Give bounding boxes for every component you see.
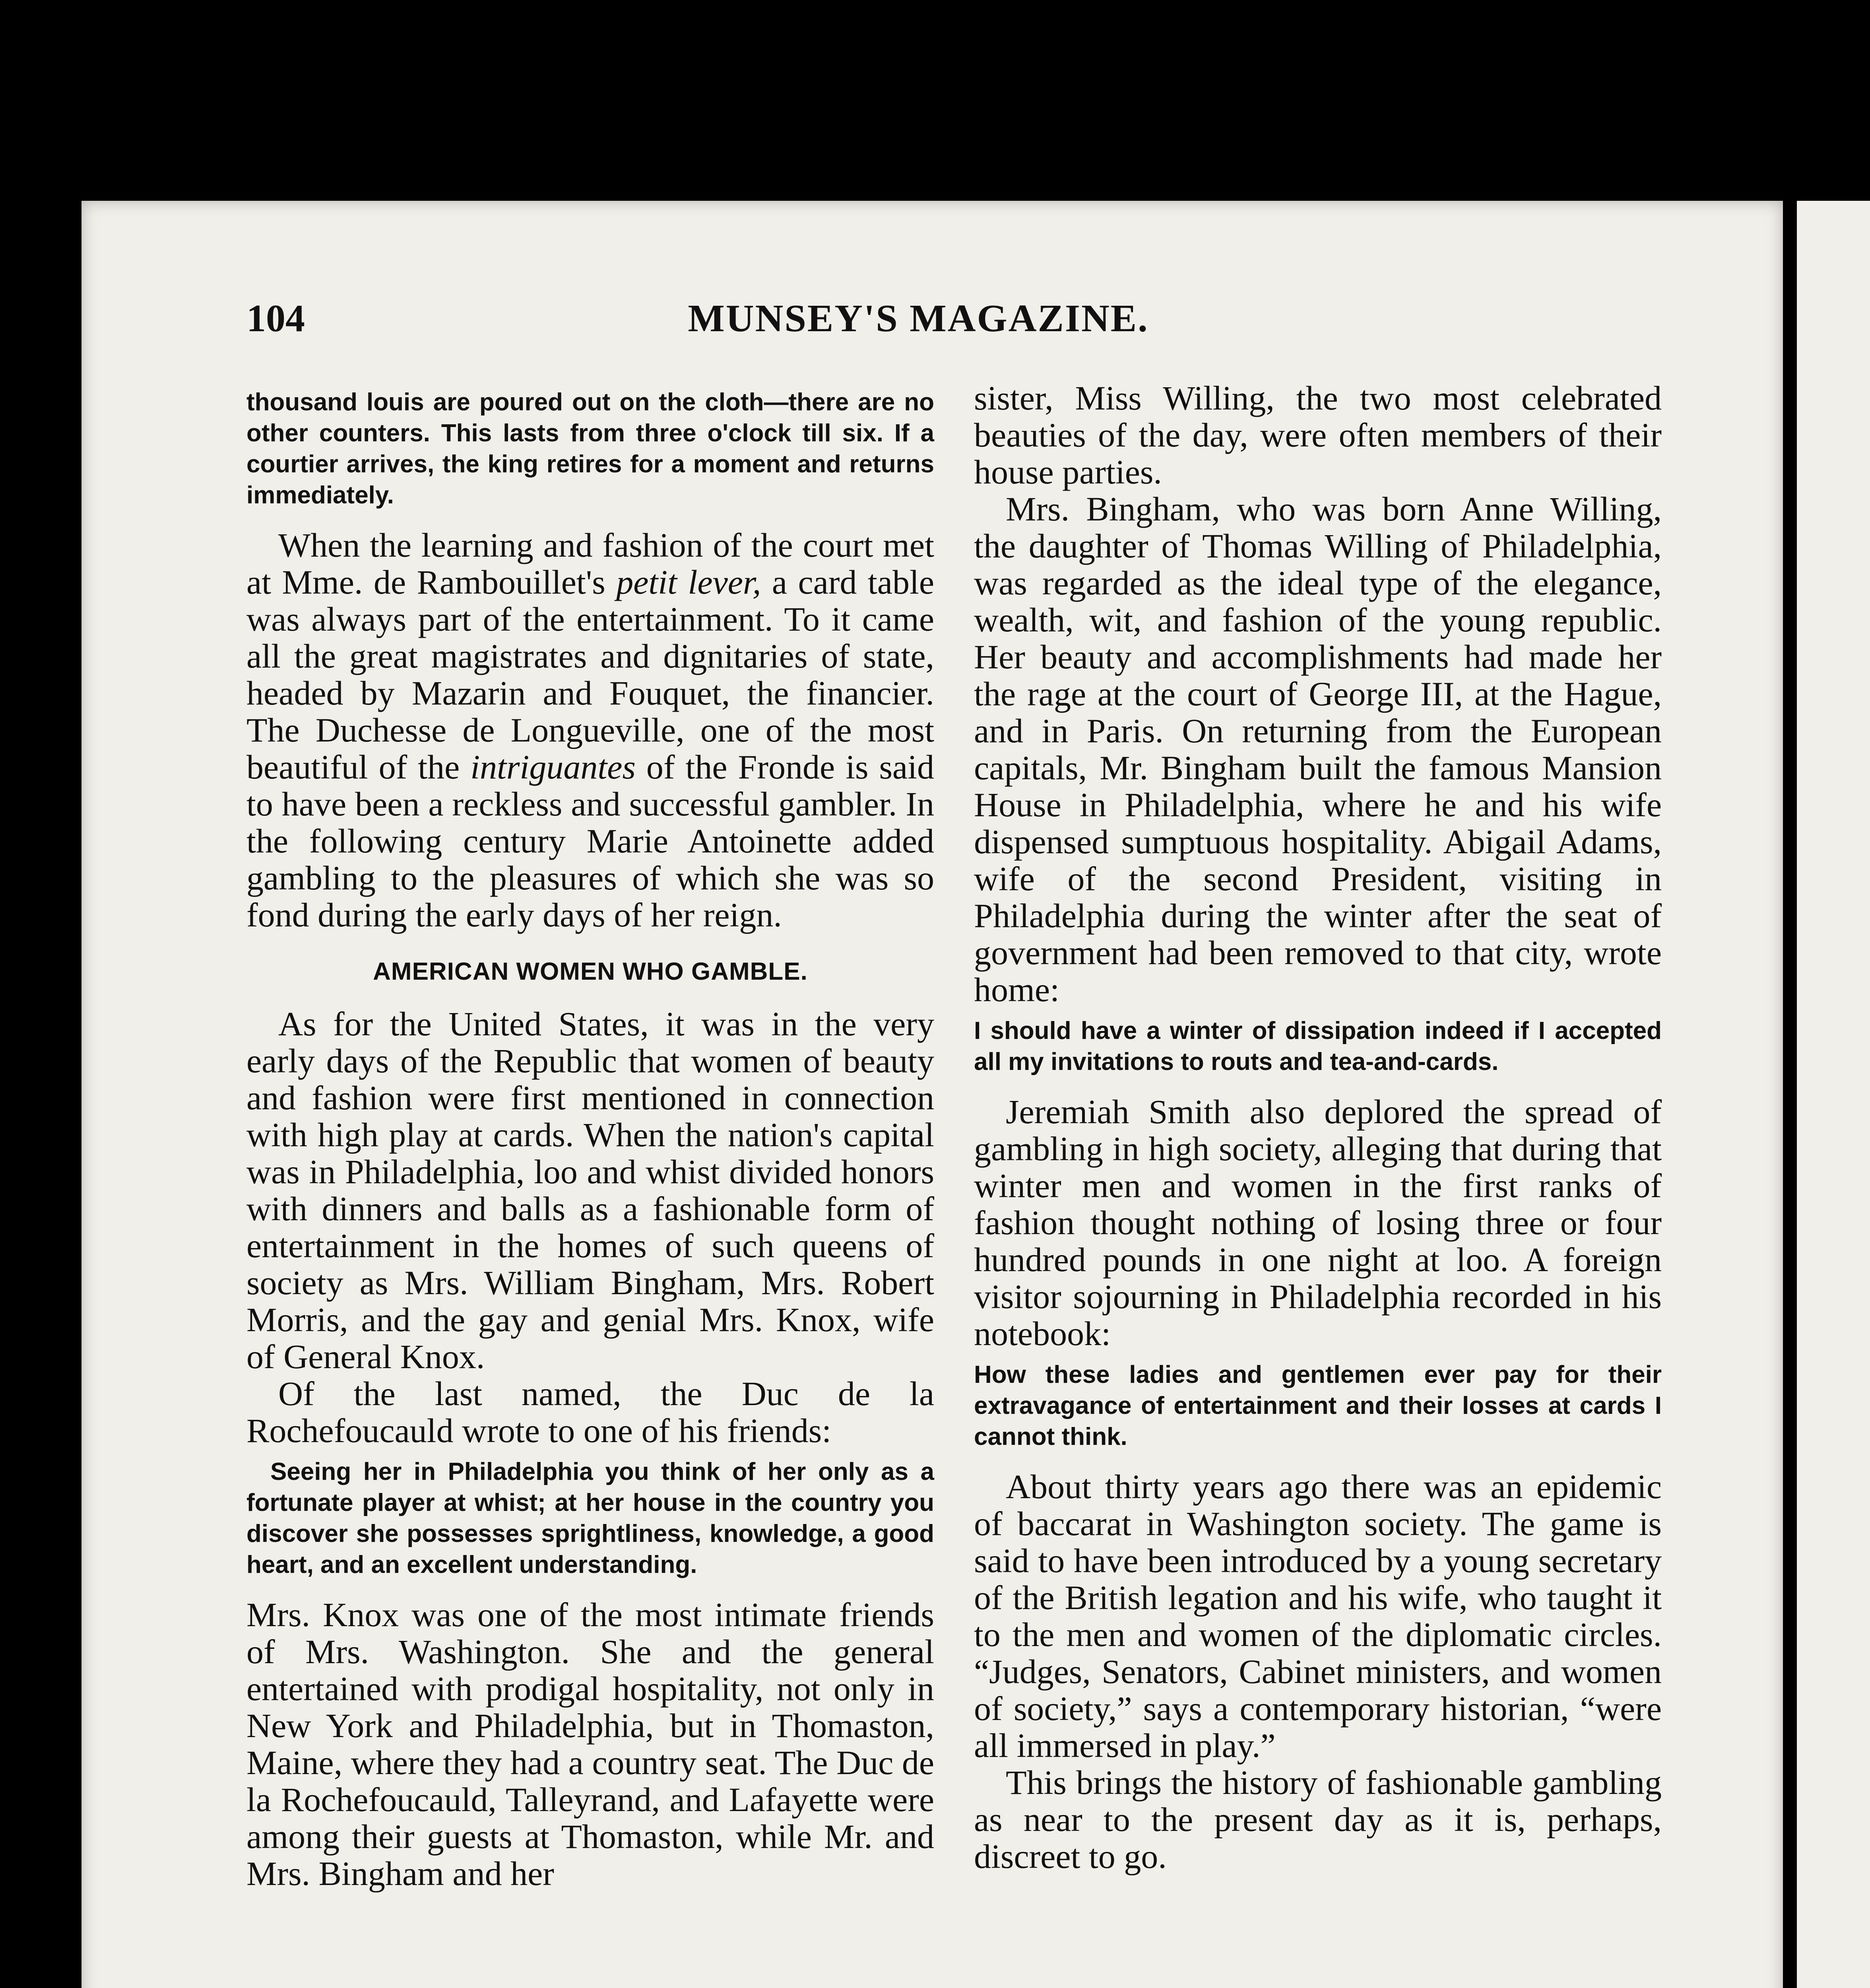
paragraph: About thirty years ago there was an epidemic of baccarat in Washington society. The game is said to have been introduced by a young secretary of the British legation and his wife, who taught it to the men and women of the diplomatic circles. “Judges, Senators, Cabinet ministers, and women of society,” says a contemporary historian, “were all immersed in play.” — [974, 1468, 1662, 1765]
block-quote-continued: thousand louis are poured out on the cloth—there are no other counters. This lasts from three o'clock till six. If a courtier arrives, the king retires for a moment and returns immediately. — [246, 388, 934, 509]
right-column — [974, 380, 1662, 1875]
paragraph: When the learning and fashion of the court met at Mme. de Rambouillet's petit lever, a card table was always part of the entertainment. To it came all the great magistrates and dignitaries of state, headed by Mazarin and Fouquet, the financier. The Duchesse de Longueville, one of the most beautiful of the intriguantes of the Fronde is said to have been a reckless and successful gambler. In the following century Marie Antoinette added gambling to the pleasures of which she was so fond during the early days of her reign. — [246, 526, 935, 934]
paragraph: As for the United States, it was in the very early days of the Republic that women of beauty and fashion were first mentioned in connection with high play at cards. When the nation's capital was in Philadelphia, loo and whist divided honors with dinners and balls as a fashionable form of entertainment in the homes of such queens of society as Mrs. William Bingham, Mrs. Robert Morris, and the gay and genial Mrs. Knox, wife of General Knox. — [246, 1005, 934, 1376]
paragraph: Mrs. Bingham, who was born Anne Willing, the daughter of Thomas Willing of Philadelphia, was regarded as the ideal type of the elegance, wealth, wit, and fashion of the young republic. Her beauty and accomplishments had made her the rage at the court of George III, at the Hague, and in Paris. On returning from the European capitals, Mr. Bingham built the famous Mansion House in Philadelphia, where he and his wife dispensed sumptuous hospitality. Abigail Adams, wife of the second President, visiting in Philadelphia during the winter after the seat of government had been removed to that city, wrote home: — [974, 490, 1662, 1009]
page-number: 104 — [246, 297, 305, 340]
section-subhead: AMERICAN WOMEN WHO GAMBLE. — [373, 958, 808, 985]
block-quote: How these ladies and gentlemen ever pay for their extravagance of entertainment and their losses at cards I cannot think. — [974, 1361, 1662, 1450]
page-header — [167, 296, 1670, 344]
paragraph: sister, Miss Willing, the two most celebrated beauties of the day, were often members of their house parties. — [974, 379, 1662, 491]
next-page-edge — [1797, 201, 1870, 1988]
paragraph: Mrs. Knox was one of the most intimate friends of Mrs. Washington. She and the general entertained with prodigal hospitality, not only in New York and Philadelphia, but in Thomaston, Maine, where they had a country seat. The Duc de la Rochefoucauld, Talleyrand, and Lafayette were among their guests at Thomaston, while Mr. and Mrs. Bingham and her — [246, 1596, 934, 1893]
left-column — [246, 380, 934, 1892]
page-gutter — [1783, 201, 1797, 1988]
block-quote: Seeing her in Philadelphia you think of her only as a fortunate player at whist; at her house in the country you discover she possesses sprightliness, knowledge, a good heart, and an excellent understanding. — [246, 1458, 934, 1578]
paragraph: Of the last named, the Duc de la Rochefoucauld wrote to one of his friends: — [246, 1375, 934, 1450]
block-quote: I should have a winter of dissipation indeed if I accepted all my invitations to routs and tea-and-cards. — [974, 1017, 1662, 1076]
paragraph: This brings the history of fashionable gambling as near to the present day as it is, perhaps, discreet to go. — [974, 1763, 1662, 1875]
paragraph: Jeremiah Smith also deplored the spread of gambling in high society, alleging that during that winter men and women in the first ranks of fashion thought nothing of losing three or four hundred pounds in one night at loo. A foreign visitor sojourning in Philadelphia recorded in his notebook: — [974, 1093, 1662, 1353]
running-head: MUNSEY'S MAGAZINE. — [688, 297, 1149, 340]
